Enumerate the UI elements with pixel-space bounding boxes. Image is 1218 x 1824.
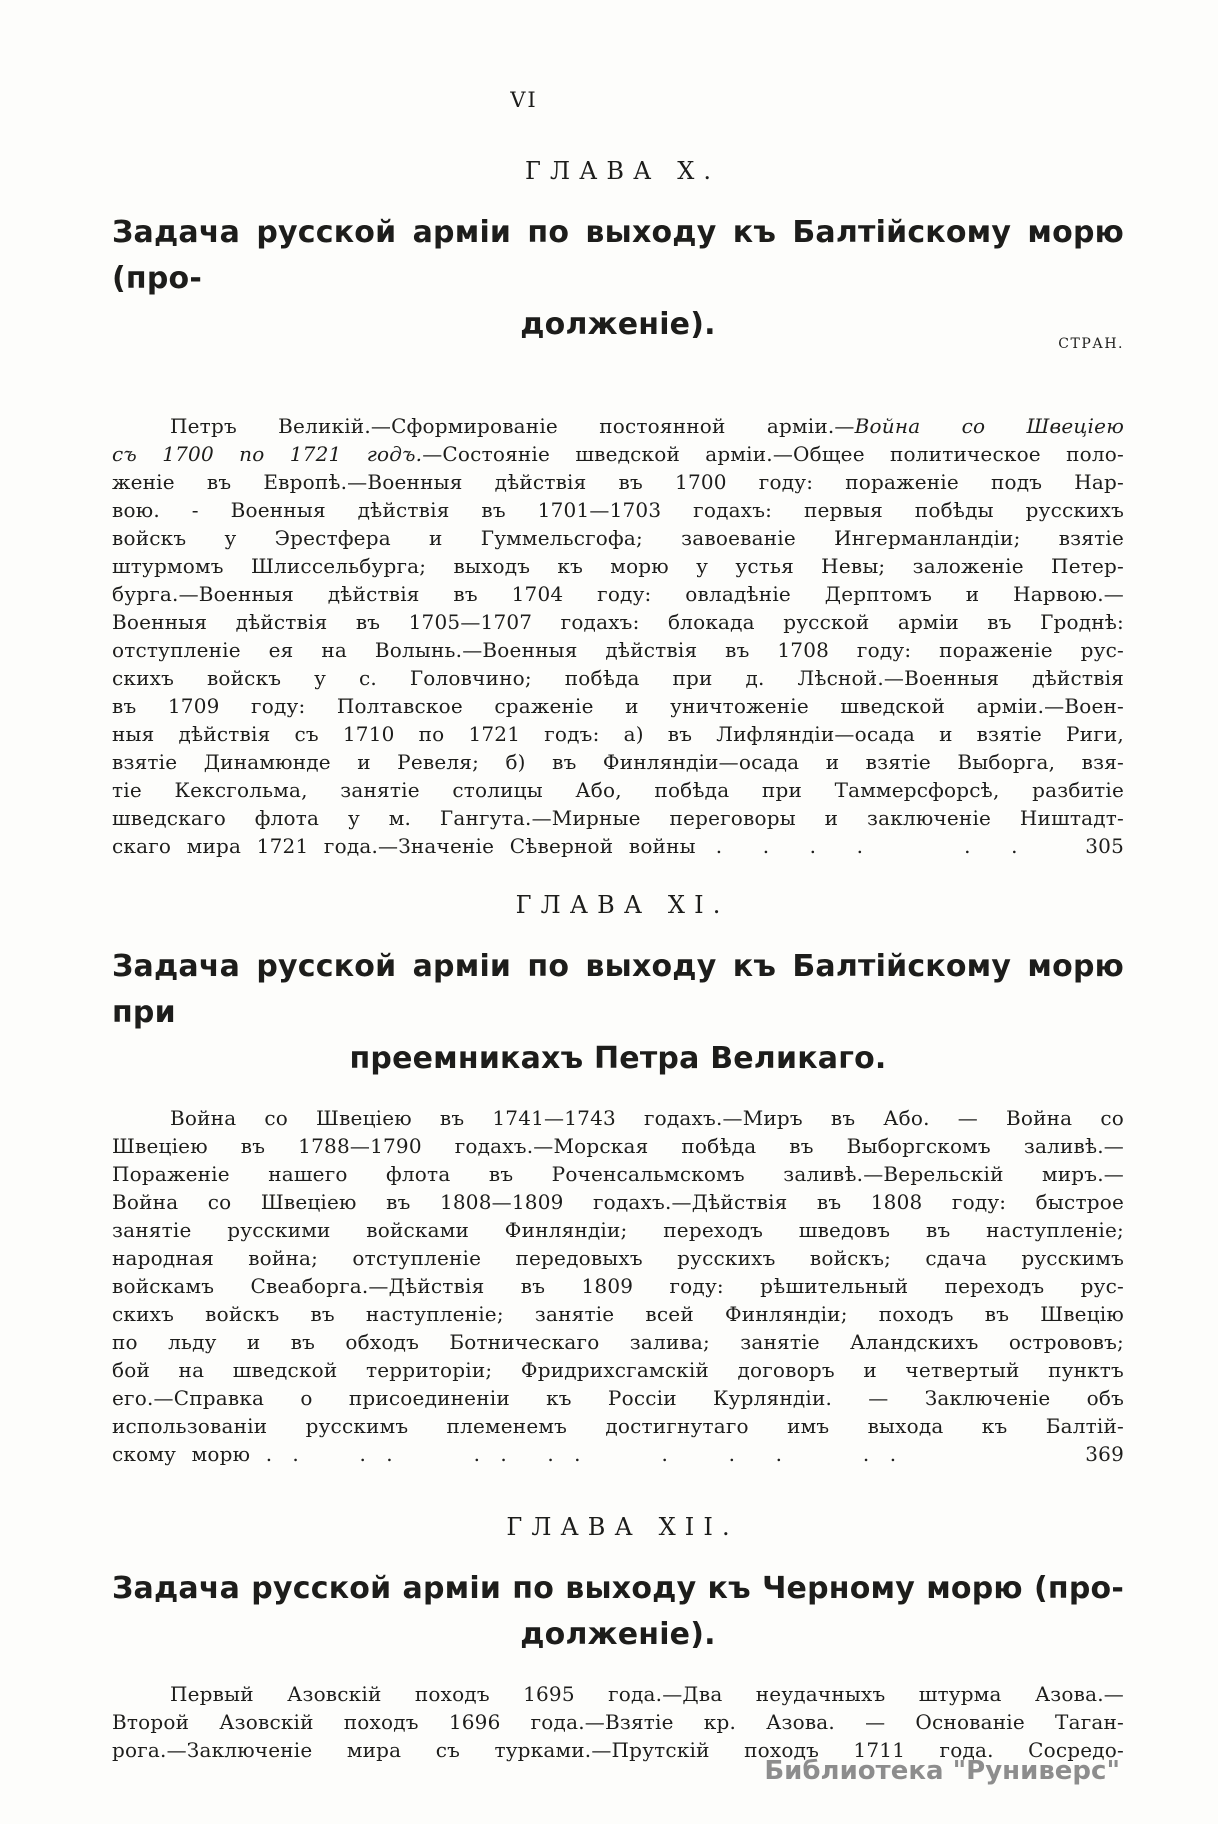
- summary-line-text: [112, 526, 1124, 550]
- text-run: штурмомъ Шлиссельбурга; выходъ къ морю у устья Невы; заложеніе Петер-: [112, 554, 1124, 578]
- toc-summary-line: [112, 552, 1124, 580]
- toc-summary-line: [112, 412, 1124, 440]
- toc-summary-line: [112, 580, 1124, 608]
- toc-summary-line: [112, 1384, 1124, 1412]
- chapter-title-line: долженіе).: [520, 1617, 716, 1652]
- text-run: занятіе русскими войсками Финляндіи; переходъ шведовъ въ наступленіе;: [112, 1218, 1124, 1242]
- toc-summary-line: [112, 1412, 1124, 1440]
- text-run: рога.—Заключеніе мира съ турками.—Прутскій походъ 1711 года. Сосредо-: [112, 1738, 1124, 1762]
- summary-line-text: [112, 1414, 1124, 1438]
- chapter-title-line: Задача русской арміи по выходу къ Балтійскому морю при: [112, 949, 1124, 1030]
- chapter-heading: ГЛАВА X.: [524, 157, 721, 185]
- summary-line-text: [112, 750, 1124, 774]
- summary-line-text: [112, 582, 1124, 606]
- text-run: войскамъ Свеаборга.—Дѣйствія въ 1809 году: рѣшительный переходъ рус-: [112, 1274, 1124, 1298]
- summary-line-text: [112, 694, 1124, 718]
- text-run: скихъ войскъ въ наступленіе; занятіе всей Финляндіи; походъ въ Швецію: [112, 1302, 1124, 1326]
- table-of-contents: [112, 156, 1124, 1764]
- toc-summary-line: [112, 804, 1124, 832]
- toc-summary-line: [112, 1216, 1124, 1244]
- toc-summary-line: [112, 692, 1124, 720]
- summary-line-text: [112, 1302, 1124, 1326]
- text-run: отступленіе ея на Волынь.—Военныя дѣйствія въ 1708 году: пораженіе рус-: [112, 638, 1124, 662]
- toc-summary-line: [112, 748, 1124, 776]
- text-run: Швеціею въ 1788—1790 годахъ.—Морская побѣда въ Выборгскомъ заливѣ.—: [112, 1134, 1124, 1158]
- toc-summary-line: [112, 440, 1124, 468]
- toc-chapter-entry: [112, 890, 1124, 1468]
- dot-leader: . . . . . .: [715, 834, 1018, 858]
- summary-line-text: [112, 778, 1124, 802]
- chapter-summary: [112, 1104, 1124, 1468]
- toc-summary-line: [112, 1188, 1124, 1216]
- text-run: скаго мира 1721 года.—Значеніе Сѣверной войны: [112, 834, 696, 858]
- italic-run: Война со Швеціею: [854, 414, 1125, 438]
- summary-line-text: [112, 1710, 1124, 1734]
- text-run: Военныя дѣйствія въ 1705—1707 годахъ: блокада русской арміи въ Гроднѣ:: [112, 610, 1124, 634]
- chapter-summary: [112, 412, 1124, 860]
- summary-line-text: [112, 1440, 272, 1468]
- summary-line-text: [170, 1682, 1124, 1706]
- toc-summary-line: [112, 1680, 1124, 1708]
- summary-line-text: [112, 666, 1124, 690]
- summary-line-text: [112, 1218, 1124, 1242]
- text-run: Война со Швеціею въ 1808—1809 годахъ.—Дѣйствія въ 1808 году: быстрое: [112, 1190, 1124, 1214]
- chapter-heading: ГЛАВА XII.: [506, 1513, 739, 1541]
- toc-summary-line: [112, 524, 1124, 552]
- summary-line-text: [112, 498, 1124, 522]
- toc-summary-line: [112, 664, 1124, 692]
- summary-line-text: [112, 722, 1124, 746]
- chapter-title-line: долженіе).: [520, 307, 716, 342]
- chapter-summary: [112, 1680, 1124, 1764]
- dot-leader: . . . . . . . . . . . .: [292, 1442, 897, 1466]
- toc-summary-line: [112, 720, 1124, 748]
- chapter-title-line: Задача русской арміи по выходу къ Черному морю (про-: [112, 1571, 1124, 1606]
- toc-summary-line: [112, 636, 1124, 664]
- text-run: тіе Кексгольма, занятіе столицы Або, побѣда при Таммерсфорсѣ, разбитіе: [112, 778, 1124, 802]
- toc-chapter-entry: [112, 1512, 1124, 1764]
- toc-summary-line: [112, 1160, 1124, 1188]
- text-run: Петръ Великій.—Сформированіе постоянной арміи.—: [170, 414, 855, 438]
- library-watermark: Библиотека "Руниверс": [764, 1756, 1120, 1786]
- summary-line-text: [112, 1330, 1124, 1354]
- text-run: вою. - Военныя дѣйствія въ 1701—1703 годахъ: первыя побѣды русскихъ: [112, 498, 1124, 522]
- text-run: использованіи русскимъ племенемъ достигнутаго имъ выхода къ Балтій-: [112, 1414, 1124, 1438]
- chapter-title: [112, 210, 1124, 348]
- summary-line-text: [112, 1386, 1124, 1410]
- text-run: взятіе Динамюнде и Ревеля; б) въ Финляндіи—осада и взятіе Выборга, взя-: [112, 750, 1124, 774]
- toc-summary-line: [112, 1244, 1124, 1272]
- summary-line-text: [112, 1358, 1124, 1382]
- page-reference-number: 369: [1085, 1442, 1124, 1466]
- summary-line-text: [170, 414, 1124, 438]
- summary-line-text: [112, 1190, 1124, 1214]
- chapter-title: [112, 1566, 1124, 1658]
- summary-line-text: [112, 1246, 1124, 1270]
- text-run: Второй Азовскій походъ 1696 года.—Взятіе кр. Азова. — Основаніе Таган-: [112, 1710, 1124, 1734]
- toc-summary-line: [112, 776, 1124, 804]
- toc-summary-line: [112, 1328, 1124, 1356]
- text-run: женіе въ Европѣ.—Военныя дѣйствія въ 1700 году: пораженіе подъ Нар-: [112, 470, 1124, 494]
- text-run: по льду и въ обходъ Ботническаго залива; занятіе Аландскихъ острововъ;: [112, 1330, 1124, 1354]
- italic-run: съ 1700 по 1721 годъ.: [112, 442, 423, 466]
- text-run: бурга.—Военныя дѣйствія въ 1704 году: овладѣніе Дерптомъ и Нарвою.—: [112, 582, 1124, 606]
- summary-line-text: [112, 442, 1124, 466]
- summary-line-text: [112, 1274, 1124, 1298]
- chapter-title-line: преемникахъ Петра Великаго.: [349, 1041, 887, 1076]
- toc-summary-line: [112, 1440, 1124, 1468]
- chapter-heading: ГЛАВА XI.: [515, 891, 730, 919]
- summary-line-text: [112, 806, 1124, 830]
- summary-line-text: [112, 638, 1124, 662]
- toc-summary-line: [112, 1708, 1124, 1736]
- toc-summary-line: [112, 1272, 1124, 1300]
- summary-line-text: [112, 610, 1124, 634]
- toc-chapter-entry: [112, 156, 1124, 860]
- chapter-title-line: Задача русской арміи по выходу къ Балтійскому морю (про-: [112, 215, 1124, 296]
- text-run: Пораженіе нашего флота въ Роченсальмскомъ заливѣ.—Верельскій миръ.—: [112, 1162, 1124, 1186]
- text-run: бой на шведской территоріи; Фридрихсгамскій договоръ и четвертый пунктъ: [112, 1358, 1124, 1382]
- pages-column-header: СТРАН.: [1058, 336, 1124, 352]
- toc-summary-line: [112, 1300, 1124, 1328]
- summary-line-text: [112, 554, 1124, 578]
- toc-summary-line: [112, 496, 1124, 524]
- text-run: скихъ войскъ у с. Головчино; побѣда при д. Лѣсной.—Военныя дѣйствія: [112, 666, 1124, 690]
- toc-summary-line: [112, 1356, 1124, 1384]
- text-run: скому морю .: [112, 1442, 273, 1466]
- toc-summary-line: [112, 468, 1124, 496]
- summary-line-text: [170, 1106, 1124, 1130]
- text-run: Война со Швеціею въ 1741—1743 годахъ.—Миръ въ Або. — Война со: [170, 1106, 1124, 1130]
- text-run: въ 1709 году: Полтавское сраженіе и уничтоженіе шведской арміи.—Воен-: [112, 694, 1124, 718]
- toc-summary-line: [112, 1104, 1124, 1132]
- text-run: ныя дѣйствія съ 1710 по 1721 годъ: а) въ Лифляндіи—осада и взятіе Риги,: [112, 722, 1124, 746]
- page-reference-number: 305: [1085, 834, 1124, 858]
- summary-line-text: [112, 1134, 1124, 1158]
- toc-summary-line: [112, 1132, 1124, 1160]
- text-run: народная война; отступленіе передовыхъ русскихъ войскъ; сдача русскимъ: [112, 1246, 1124, 1270]
- text-run: войскъ у Эрестфера и Гуммельсгофа; завоеваніе Ингерманландіи; взятіе: [112, 526, 1124, 550]
- toc-summary-line: [112, 832, 1124, 860]
- text-run: его.—Справка о присоединеніи къ Россіи Курляндіи. — Заключеніе объ: [112, 1386, 1124, 1410]
- summary-line-text: [112, 832, 696, 860]
- toc-summary-line: [112, 608, 1124, 636]
- text-run: шведскаго флота у м. Гангута.—Мирные переговоры и заключеніе Ништадт-: [112, 806, 1124, 830]
- summary-line-text: [112, 1162, 1124, 1186]
- text-run: —Состояніе шведской арміи.—Общее политическое поло-: [422, 442, 1124, 466]
- chapter-title: [112, 944, 1124, 1082]
- folio-page-number: VI: [510, 88, 538, 112]
- text-run: Первый Азовскій походъ 1695 года.—Два неудачныхъ штурма Азова.—: [170, 1682, 1124, 1706]
- summary-line-text: [112, 470, 1124, 494]
